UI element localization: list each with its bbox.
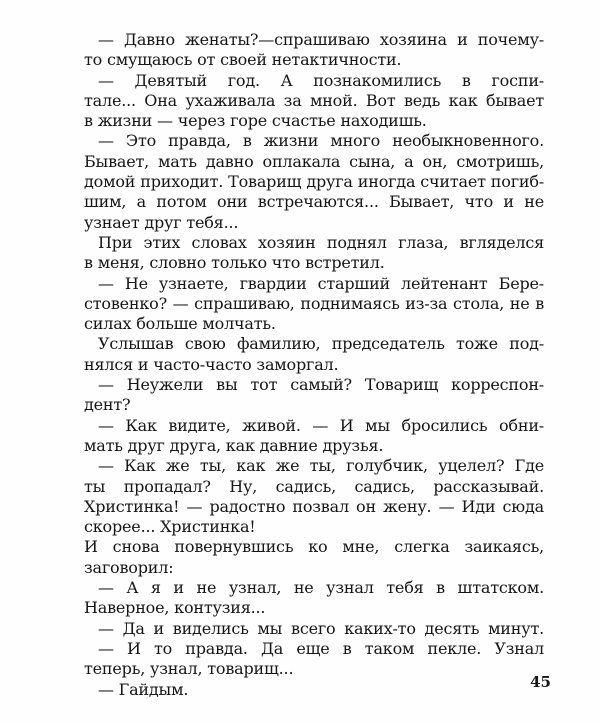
text-line: Христинка! — радостно позвал он жену. — Иди сюда [84, 496, 544, 516]
text-line: ты пропадал? Ну, садись, садись, рассказывай. [84, 476, 544, 496]
text-line: — Неужели вы тот самый? Товарищ корреспон- [98, 375, 544, 395]
text-line: в меня, словно только что встретил. [84, 253, 385, 273]
text-line: узнает друг тебя... [84, 212, 239, 232]
text-line: — Как видите, живой. — И мы бросились обни- [98, 415, 544, 435]
text-line: — А я и не узнал, не узнал тебя в штатском. [98, 578, 544, 598]
text-line: — Не узнаете, гвардии старший лейтенант Бере- [98, 273, 544, 293]
text-line: — И то правда. Да еще в таком пекле. Узнал [98, 638, 544, 658]
text-line: скорее... Христинка! [84, 517, 256, 537]
text-line: И снова повернувшись ко мне, слегка заикаясь, [84, 537, 544, 557]
body-text [84, 30, 544, 700]
text-line: силах больше молчать. [84, 314, 276, 334]
text-line: нялся и часто-часто заморгал. [84, 354, 339, 374]
text-line: — Это правда, в жизни много необыкновенного. [98, 131, 544, 151]
page-number: 45 [530, 673, 551, 691]
text-line: — Гайдым. [98, 679, 189, 699]
text-line: — Да и виделись мы всего каких-то десять минут. [98, 618, 544, 638]
text-line: стовенко? — спрашиваю, поднимаясь из-за стола, не в [84, 293, 544, 313]
text-line: — Давно женаты?—спрашиваю хозяина и почему- [98, 30, 544, 49]
text-line: теперь, узнал, товарищ... [84, 659, 294, 679]
text-line: Наверное, контузия... [84, 598, 266, 618]
text-line: шим, а потом они встречаются... Бывает, что и не [84, 192, 544, 212]
text-line: домой приходит. Товарищ друга иногда считает погиб- [84, 172, 544, 192]
text-line: то смущаюсь от своей нетактичности. [84, 50, 402, 70]
text-line: При этих словах хозяин поднял глаза, вгляделся [98, 232, 544, 252]
text-line: заговорил: [84, 557, 174, 577]
text-line: дент? [84, 395, 131, 415]
text-line: — Девятый год. А познакомились в госпи- [98, 70, 544, 90]
text-line: в жизни — через горе счастье находишь. [84, 111, 427, 131]
text-line: Услышав свою фамилию, председатель тоже под- [98, 334, 544, 354]
text-line: тале... Она ухаживала за мной. Вот ведь как бывает [84, 90, 544, 110]
text-line: — Как же ты, как же ты, голубчик, уцелел? Где [98, 456, 544, 476]
text-line: Бывает, мать давно оплакала сына, а он, смотришь, [84, 151, 544, 171]
text-line: мать друг друга, как давние друзья. [84, 435, 384, 455]
